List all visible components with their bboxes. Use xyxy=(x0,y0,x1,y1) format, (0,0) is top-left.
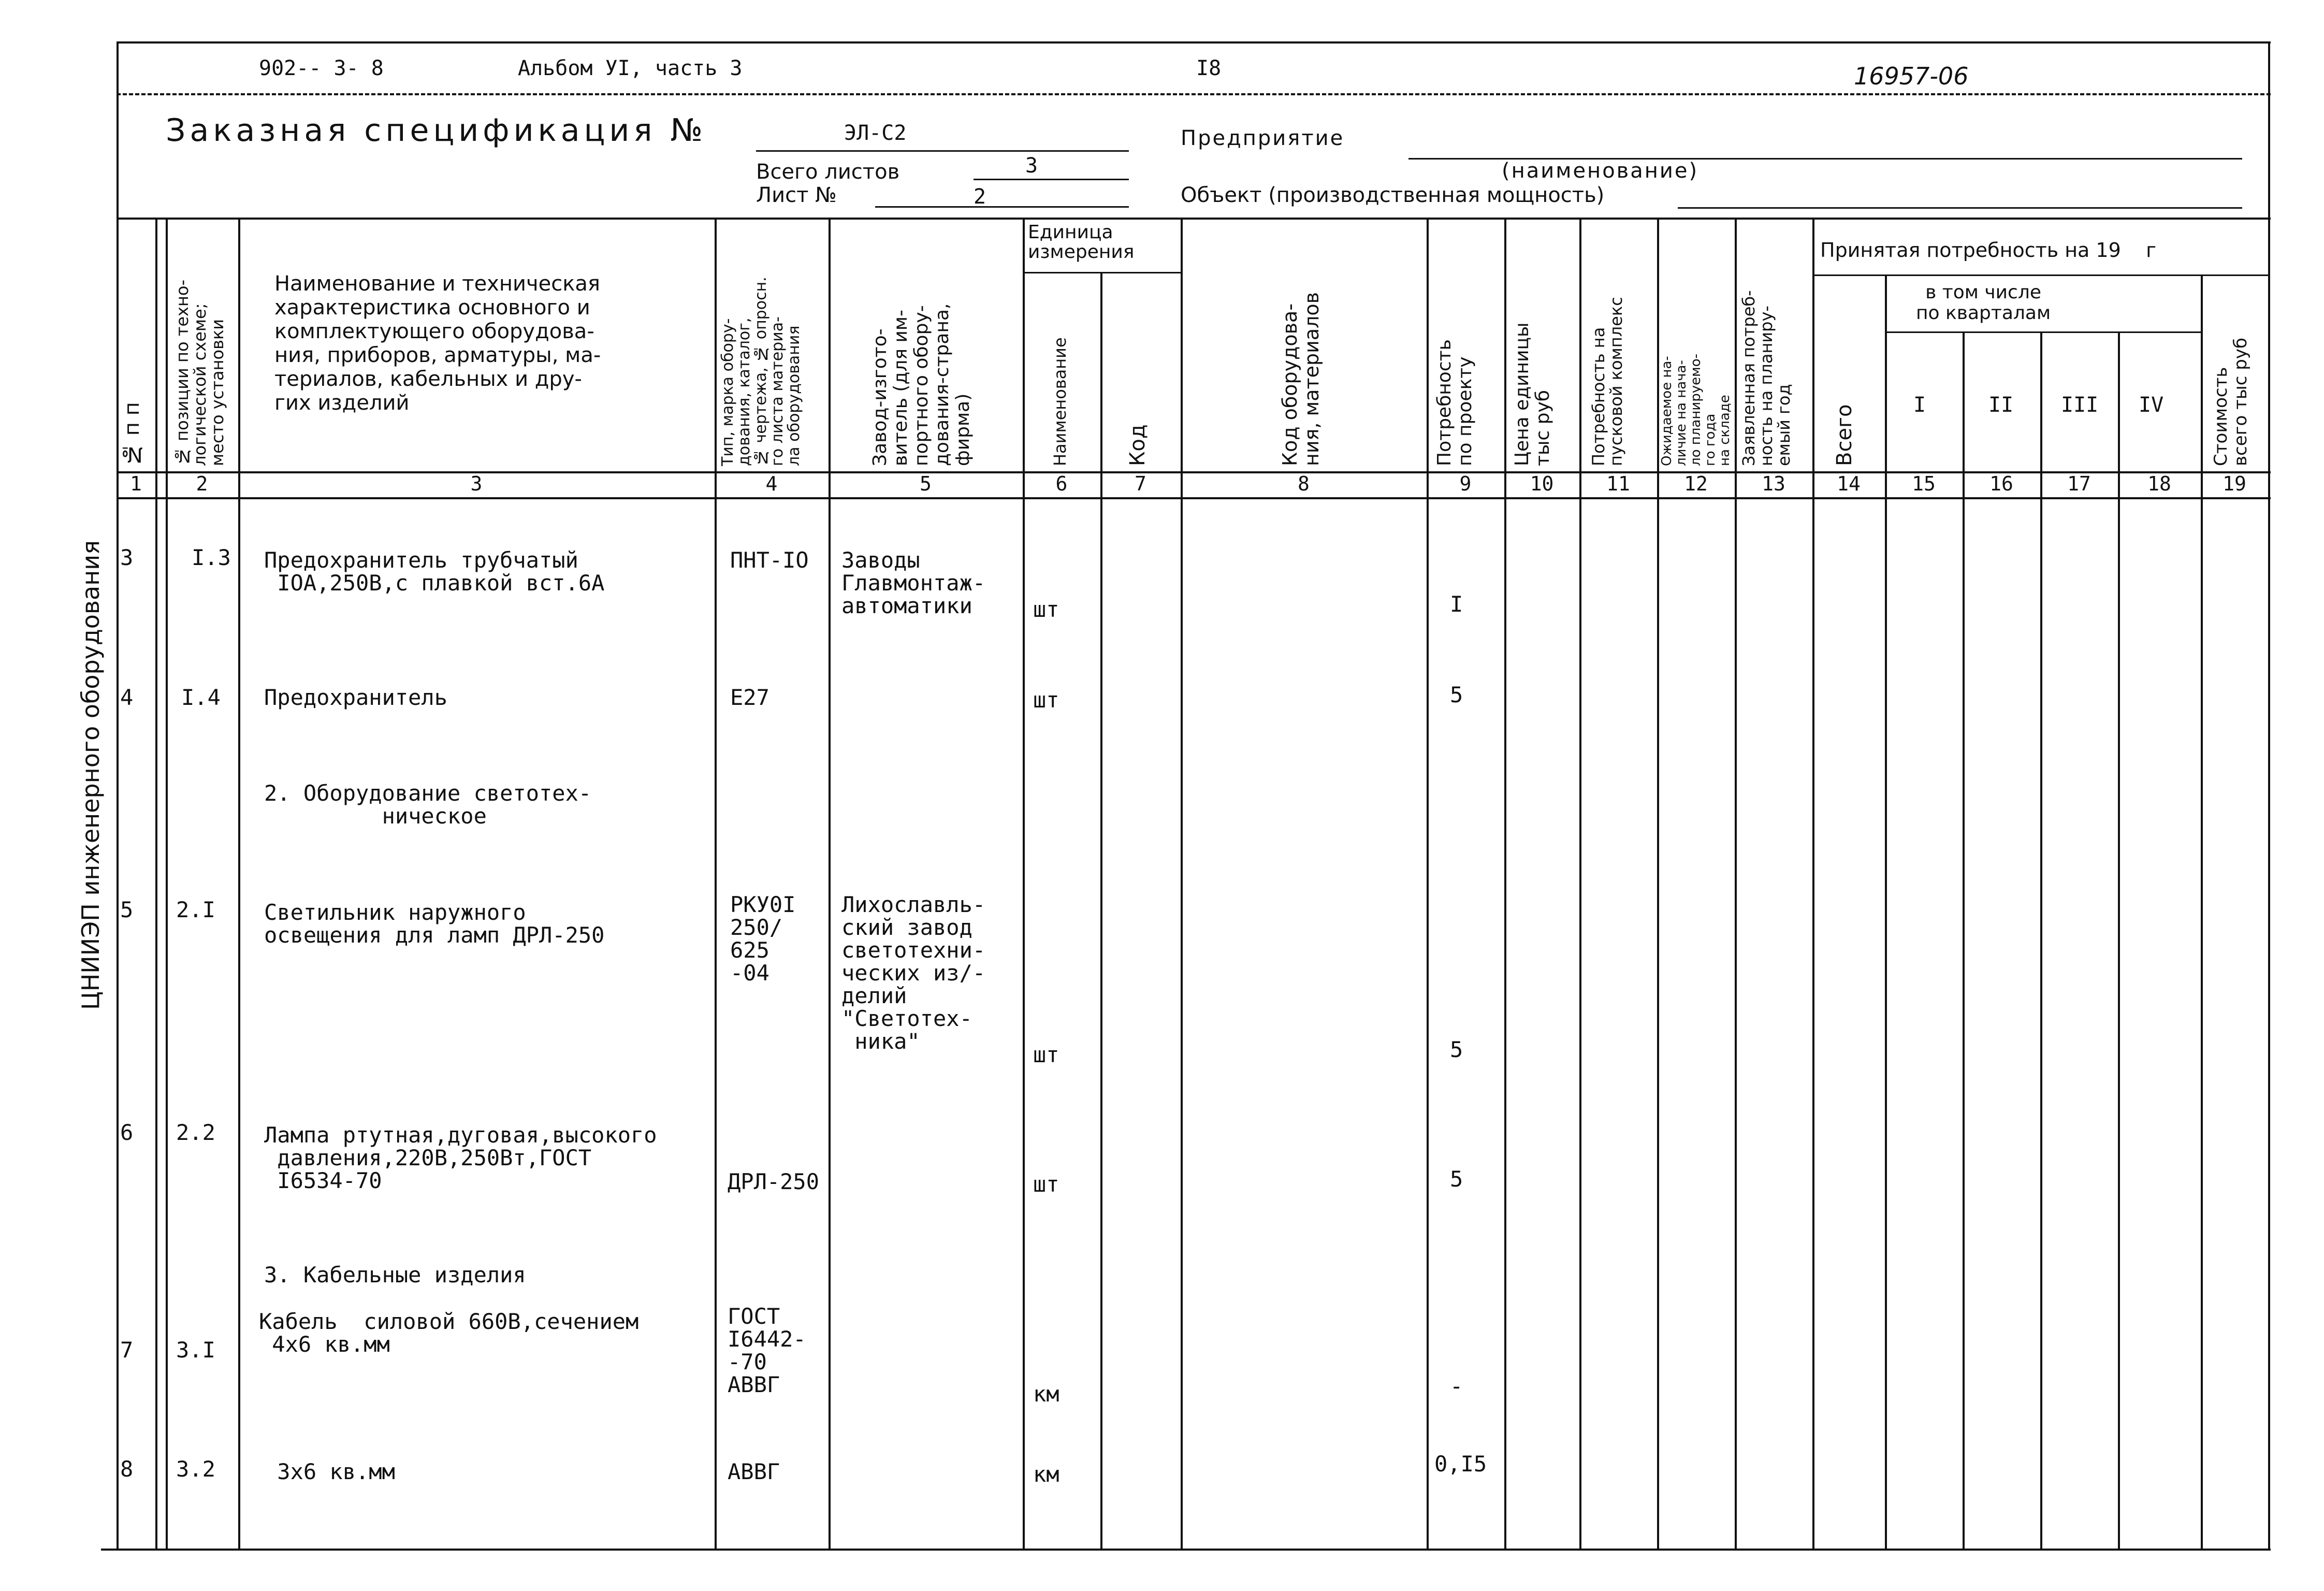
col-number: 12 xyxy=(1684,472,1708,495)
col-number: 4 xyxy=(765,472,778,495)
album-label: Альбом УI, часть 3 xyxy=(518,56,743,80)
row-position: I.4 xyxy=(181,685,221,710)
col-header-3: Наименование и техническая характеристика основного и комплектующего оборудова- ния, приборов, арматуры, ма- териалов, кабельных и дру- гих изделий xyxy=(274,272,601,415)
col-header-8: Код оборудова- ния, материалов xyxy=(1279,292,1323,466)
page-number: I8 xyxy=(1196,56,1222,80)
row-qty: 5 xyxy=(1450,1037,1463,1062)
row-position: I.3 xyxy=(192,545,231,570)
col-header-11: Потребность на пусковой комплекс xyxy=(1589,297,1626,466)
col-header-19: Стоимость всего тыс руб xyxy=(2211,338,2251,466)
spec-number: ЭЛ-С2 xyxy=(844,121,907,145)
col-header-2: № позиции по техно- логической схеме; место установки xyxy=(172,279,227,466)
row-number: 4 xyxy=(120,685,134,710)
row-qty: I xyxy=(1450,591,1463,617)
row-position: 2.I xyxy=(176,897,215,922)
row-maker: Заводы Главмонтаж- автоматики xyxy=(841,547,986,618)
row-type: АВВГ xyxy=(728,1459,780,1484)
row-number: 6 xyxy=(120,1120,134,1145)
col-number: 13 xyxy=(1762,472,1785,495)
col-header-13: Заявленная потреб- ность на планиру- емый год xyxy=(1739,290,1794,466)
total-sheets-label: Всего листов xyxy=(756,160,900,184)
sheet-number: 2 xyxy=(974,185,986,209)
col-header-9: Потребность по проекту xyxy=(1434,339,1476,466)
side-label: ЦНИИЭП инженерного оборудования xyxy=(77,540,105,1010)
col-header-15: I xyxy=(1913,393,1926,417)
row-number: 5 xyxy=(120,897,134,922)
col-number: 14 xyxy=(1837,472,1861,495)
row-qty: - xyxy=(1450,1373,1463,1399)
row-qty: 5 xyxy=(1450,682,1463,707)
row-name: 3х6 кв.мм xyxy=(264,1459,395,1484)
row-number: 3 xyxy=(120,545,134,570)
sheet-label: Лист № xyxy=(756,183,837,207)
row-position: 3.2 xyxy=(176,1456,215,1482)
col-header-7: Код xyxy=(1126,424,1150,466)
row-name: Кабель силовой 660В,сечением 4х6 кв.мм xyxy=(259,1309,639,1357)
row-unit: шт xyxy=(1033,687,1059,713)
col-number: 2 xyxy=(196,472,208,495)
col-number: 17 xyxy=(2067,472,2091,495)
col-number: 19 xyxy=(2223,472,2246,495)
row-unit: шт xyxy=(1033,1171,1059,1197)
archive-number: 16957-06 xyxy=(1854,62,1969,90)
section-title: 3. Кабельные изделия xyxy=(264,1262,526,1288)
row-number: 7 xyxy=(120,1337,134,1363)
series-number: 902-- 3- 8 xyxy=(259,56,384,80)
col-number: 3 xyxy=(470,472,483,495)
col-number: 7 xyxy=(1135,472,1146,495)
row-unit: шт xyxy=(1033,1042,1059,1067)
col-header-5: Завод-изгото- витель (для им- портного обору- дования-страна, фирма) xyxy=(869,303,974,466)
col-number: 10 xyxy=(1530,472,1554,495)
col-number: 9 xyxy=(1459,472,1472,495)
enterprise-label: Предприятие xyxy=(1181,126,1345,150)
row-unit: км xyxy=(1033,1381,1059,1407)
col-header-12: Ожидаемое на- личие на нача- ло планируемо- го года на складе xyxy=(1659,353,1733,466)
col-header-6: Наименование xyxy=(1050,337,1070,466)
col-number: 11 xyxy=(1606,472,1630,495)
col-header-16: II xyxy=(1988,393,2014,417)
object-label: Объект (производственная мощность) xyxy=(1181,183,1605,207)
row-maker: Лихославль- ский завод светотехни- ческих из/- делий "Светотех- ника" xyxy=(841,892,986,1054)
col-number: 8 xyxy=(1298,472,1310,495)
col-number: 5 xyxy=(920,472,932,495)
enterprise-name-label: (наименование) xyxy=(1502,159,1699,183)
col-header-18: IV xyxy=(2139,393,2164,417)
col-header-accepted-group: Принятая потребность на 19 г xyxy=(1820,239,2157,262)
col-header-quarters-group: в том числе по кварталам xyxy=(1916,282,2051,324)
row-unit: км xyxy=(1033,1462,1059,1487)
total-sheets: 3 xyxy=(1025,154,1038,178)
row-type: ПНТ-IO xyxy=(730,547,809,573)
row-type: Е27 xyxy=(730,685,769,710)
row-name: Предохранитель трубчатый IOA,250B,с плавкой вст.6А xyxy=(264,547,605,596)
col-header-14: Всего xyxy=(1833,404,1856,466)
col-number: 15 xyxy=(1912,472,1936,495)
row-position: 3.I xyxy=(176,1337,215,1363)
row-unit: шт xyxy=(1033,597,1059,622)
col-header-17: III xyxy=(2061,393,2099,417)
col-number: 18 xyxy=(2147,472,2171,495)
row-name: Лампа ртутная,дуговая,высокого давления,220В,250Вт,ГОСТ I6534-70 xyxy=(264,1122,657,1193)
col-header-10: Цена единицы тыс руб xyxy=(1512,322,1553,466)
col-header-unit-group: Единица измерения xyxy=(1028,222,1135,263)
row-name: Предохранитель xyxy=(264,685,448,710)
row-type: РКУ0I 250/ 625 -04 xyxy=(730,892,796,986)
section-title: 2. Оборудование светотех- ническое xyxy=(264,780,592,829)
row-qty: 0,I5 xyxy=(1434,1451,1487,1477)
spec-title: Заказная спецификация № xyxy=(166,112,707,149)
col-header-1: № п п xyxy=(120,402,144,466)
col-number: 16 xyxy=(1989,472,2013,495)
col-number: 1 xyxy=(130,472,142,495)
row-type: ГОСТ I6442- -70 АВВГ xyxy=(728,1304,806,1397)
row-position: 2.2 xyxy=(176,1120,215,1145)
row-qty: 5 xyxy=(1450,1166,1463,1192)
row-type: ДРЛ-250 xyxy=(728,1169,820,1194)
col-header-4: Тип, марка обору- дования, каталог, № чертежа, № опросн. го листа материа- ла оборудования xyxy=(719,277,803,466)
row-number: 8 xyxy=(120,1456,134,1482)
row-name: Светильник наружного освещения для ламп ДРЛ-250 xyxy=(264,900,605,948)
col-number: 6 xyxy=(1055,472,1068,495)
